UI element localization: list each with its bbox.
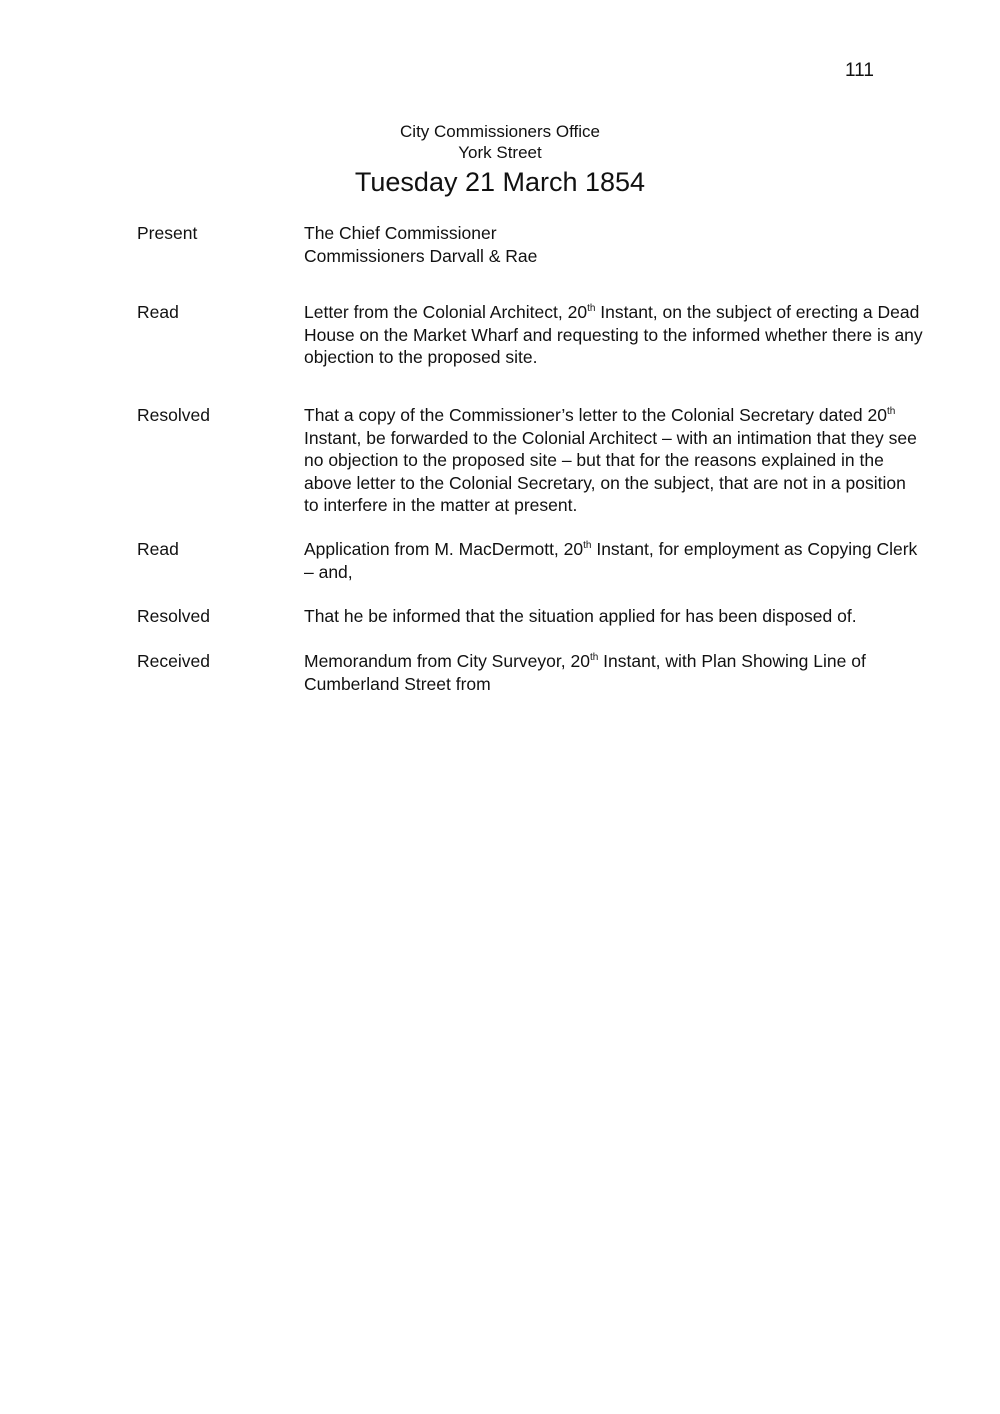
entry-line: Commissioners Darvall & Rae	[304, 245, 538, 266]
entry-label: Resolved	[137, 405, 210, 425]
entry-label: Resolved	[137, 606, 210, 626]
entry-text: Letter from the Colonial Architect, 20	[304, 302, 588, 322]
entry-body	[304, 650, 924, 695]
entry-text: Instant, for employment as Copying Clerk – and,	[304, 539, 918, 582]
entry-text: That he be informed that the situation applied for has been disposed of.	[304, 606, 857, 626]
entry-label: Read	[137, 539, 179, 559]
entry-text: Application from M. MacDermott, 20	[304, 539, 584, 559]
office-name: City Commissioners Office	[400, 122, 600, 141]
entry-body	[304, 605, 924, 628]
entry-text: Memorandum from City Surveyor, 20	[304, 651, 590, 671]
entry-body	[304, 538, 924, 583]
meeting-date: Tuesday 21 March 1854	[354, 167, 646, 197]
ordinal-suffix: th	[583, 540, 592, 552]
ordinal-suffix: th	[887, 406, 896, 418]
entry-body	[304, 301, 924, 369]
entry-label: Present	[137, 223, 198, 243]
entry-text: Instant, with Plan Showing Line of Cumberland Street from	[304, 651, 866, 694]
office-street: York Street	[458, 143, 542, 162]
entry-text: Instant, be forwarded to the Colonial Architect – with an intimation that they see no objection to the proposed site – but that for the reasons explained in the above letter to the Colonial Secretary, on the subject, that are not in a position to interfere in the matter at present.	[304, 427, 917, 515]
entry-text: That a copy of the Commissioner’s letter to the Colonial Secretary dated 20	[304, 405, 887, 425]
entry-body	[304, 404, 924, 517]
ordinal-suffix: th	[587, 303, 596, 315]
entry-text: Instant, on the subject of erecting a Dead House on the Market Wharf and requesting to the informed whether there is any objection to the proposed site.	[304, 302, 923, 367]
minutes-header	[0, 121, 1000, 199]
entry-body	[304, 222, 924, 267]
page-number: 111	[845, 60, 874, 81]
ordinal-suffix: th	[589, 652, 599, 664]
entry-label: Read	[137, 302, 179, 322]
entry-line: The Chief Commissioner	[304, 223, 497, 243]
entry-label: Received	[137, 651, 210, 671]
